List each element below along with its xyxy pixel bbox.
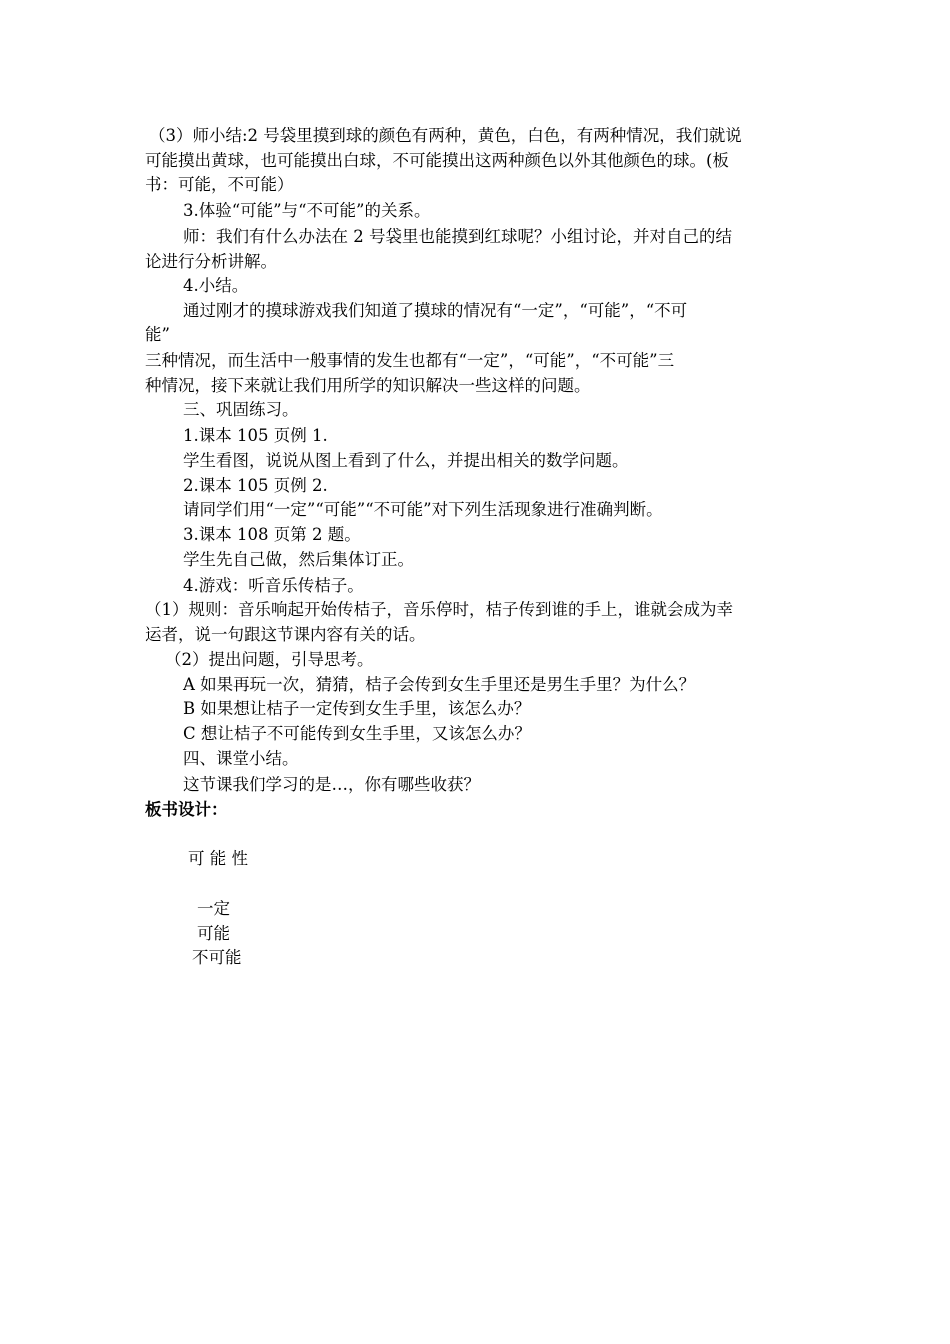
text-line: 三、巩固练习。: [183, 400, 299, 419]
text-line: 种情况，接下来就让我们用所学的知识解决一些这样的问题。: [145, 376, 591, 395]
text-line: （1）规则：音乐响起开始传桔子，音乐停时，桔子传到谁的手上，谁就会成为幸: [145, 600, 733, 619]
text-line: 2.课本 105 页例 2.: [183, 476, 328, 495]
text-line: 请同学们用“一定”“可能”“不可能”对下列生活现象进行准确判断。: [183, 500, 663, 519]
board-item: 一定: [197, 899, 230, 918]
text-line: 3.体验“可能”与“不可能”的关系。: [183, 201, 431, 220]
text-line: 运者，说一句跟这节课内容有关的话。: [145, 625, 426, 644]
text-line: 4.游戏：听音乐传桔子。: [183, 576, 364, 595]
board-design-heading: 板书设计：: [145, 800, 228, 819]
text-line: （2）提出问题，引导思考。: [165, 650, 374, 669]
text-line: 通过刚才的摸球游戏我们知道了摸球的情况有“一定”，“可能”，“不可: [183, 301, 688, 320]
text-line: 4.小结。: [183, 276, 249, 295]
text-line: 三种情况，而生活中一般事情的发生也都有“一定”，“可能”，“不可能”三: [145, 351, 675, 370]
text-line: 四、课堂小结。: [183, 749, 299, 768]
text-line: 学生先自己做，然后集体订正。: [183, 550, 414, 569]
board-item: 不可能: [192, 948, 242, 967]
text-line: B 如果想让桔子一定传到女生手里，该怎么办？: [183, 699, 531, 718]
text-line: 3.课本 108 页第 2 题。: [183, 525, 361, 544]
text-line: A 如果再玩一次，猜猜，桔子会传到女生手里还是男生手里？为什么？: [183, 675, 696, 694]
text-line: 论进行分析讲解。: [145, 252, 277, 271]
text-line: 学生看图，说说从图上看到了什么，并提出相关的数学问题。: [183, 451, 629, 470]
text-line: 1.课本 105 页例 1.: [183, 426, 328, 445]
board-item: 可能: [197, 924, 230, 943]
board-title: 可 能 性: [188, 849, 248, 868]
text-line: 师：我们有什么办法在 2 号袋里也能摸到红球呢？小组讨论，并对自己的结: [183, 227, 732, 246]
text-line: C 想让桔子不可能传到女生手里，又该怎么办？: [183, 724, 531, 743]
text-line: 这节课我们学习的是…，你有哪些收获？: [183, 775, 480, 794]
text-line: 能”: [145, 325, 170, 344]
text-line: （3）师小结:2 号袋里摸到球的颜色有两种，黄色，白色，有两种情况，我们就说: [149, 126, 742, 145]
text-line: 可能摸出黄球，也可能摸出白球，不可能摸出这两种颜色以外其他颜色的球。(板: [145, 151, 729, 170]
text-line: 书：可能，不可能）: [145, 175, 294, 194]
